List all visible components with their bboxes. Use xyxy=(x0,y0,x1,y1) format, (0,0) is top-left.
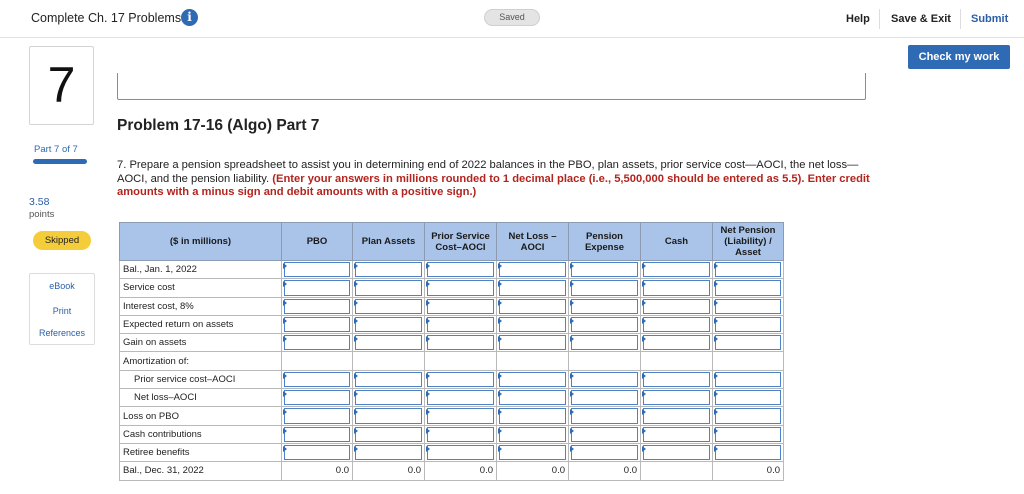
answer-input-cell[interactable] xyxy=(425,389,497,407)
answer-input-cell[interactable] xyxy=(353,261,425,279)
input-marker-icon xyxy=(498,281,502,287)
input-marker-icon xyxy=(283,446,287,452)
answer-input[interactable] xyxy=(284,445,350,460)
answer-input-cell[interactable] xyxy=(425,443,497,461)
input-marker-icon xyxy=(642,409,646,415)
answer-input[interactable] xyxy=(499,372,566,387)
column-header-amounts: ($ in millions) xyxy=(120,223,282,261)
input-marker-icon xyxy=(714,263,718,269)
answer-input-cell[interactable] xyxy=(569,279,641,297)
answer-input-cell[interactable] xyxy=(569,297,641,315)
answer-input[interactable] xyxy=(284,262,350,277)
answer-input[interactable] xyxy=(355,445,422,460)
input-marker-icon xyxy=(354,446,358,452)
input-marker-icon xyxy=(283,428,287,434)
answer-input[interactable] xyxy=(643,280,710,295)
input-marker-icon xyxy=(426,336,430,342)
answer-input[interactable] xyxy=(715,280,781,295)
input-marker-icon xyxy=(283,391,287,397)
answer-input-cell[interactable] xyxy=(282,315,353,333)
input-marker-icon xyxy=(283,281,287,287)
answer-input-cell[interactable] xyxy=(353,297,425,315)
pension-spreadsheet xyxy=(119,222,784,481)
answer-input-cell[interactable] xyxy=(353,315,425,333)
instructions xyxy=(117,159,877,200)
input-marker-icon xyxy=(714,336,718,342)
answer-input-cell[interactable] xyxy=(497,297,569,315)
answer-input-cell[interactable] xyxy=(282,389,353,407)
answer-input-cell[interactable] xyxy=(425,407,497,425)
input-marker-icon xyxy=(570,318,574,324)
answer-input-cell[interactable] xyxy=(497,279,569,297)
input-marker-icon xyxy=(426,409,430,415)
answer-input-cell[interactable] xyxy=(353,370,425,388)
answer-input[interactable] xyxy=(355,390,422,405)
input-marker-icon xyxy=(714,318,718,324)
instruction-text: 7. Prepare a pension spreadsheet to assist you in determining end of 2022 balances in the PBO, plan assets, prior service cost—AOCI, the net loss—AOCI, and the pension liability. xyxy=(117,159,859,185)
answer-input-cell[interactable] xyxy=(569,389,641,407)
input-marker-icon xyxy=(714,300,718,306)
answer-input[interactable] xyxy=(499,445,566,460)
answer-input-cell[interactable] xyxy=(641,297,713,315)
answer-input-cell[interactable] xyxy=(497,443,569,461)
input-marker-icon xyxy=(426,281,430,287)
input-marker-icon xyxy=(426,391,430,397)
input-marker-icon xyxy=(570,281,574,287)
answer-input-cell[interactable] xyxy=(282,443,353,461)
skipped-status-badge: Skipped xyxy=(33,231,91,250)
answer-input[interactable] xyxy=(427,317,494,332)
answer-input-cell[interactable] xyxy=(641,261,713,279)
answer-input-cell[interactable] xyxy=(713,261,784,279)
input-marker-icon xyxy=(642,281,646,287)
points-label: points xyxy=(29,209,55,220)
table-row xyxy=(120,297,784,315)
answer-input[interactable] xyxy=(715,390,781,405)
empty-cell xyxy=(569,352,641,370)
answer-input[interactable] xyxy=(643,445,710,460)
answer-input[interactable] xyxy=(571,262,638,277)
table-row xyxy=(120,279,784,297)
column-header: Net Pension (Liability) / Asset xyxy=(713,223,784,261)
answer-input-cell[interactable] xyxy=(641,279,713,297)
answer-input-cell[interactable] xyxy=(425,279,497,297)
answer-input[interactable] xyxy=(499,317,566,332)
answer-input[interactable] xyxy=(499,299,566,314)
column-header: Cash xyxy=(641,223,713,261)
answer-input-cell[interactable] xyxy=(569,334,641,352)
input-marker-icon xyxy=(714,446,718,452)
answer-input-cell[interactable] xyxy=(569,370,641,388)
answer-input[interactable] xyxy=(643,427,710,442)
total-value: 0.0 xyxy=(353,462,425,480)
submit-link[interactable]: Submit xyxy=(971,13,1009,25)
table-row xyxy=(120,370,784,388)
empty-cell xyxy=(713,352,784,370)
empty-cell xyxy=(282,352,353,370)
ebook-link[interactable]: eBook xyxy=(49,281,75,291)
input-marker-icon xyxy=(642,373,646,379)
input-marker-icon xyxy=(498,409,502,415)
input-marker-icon xyxy=(498,373,502,379)
empty-cell xyxy=(497,352,569,370)
column-header: Prior Service Cost–AOCI xyxy=(425,223,497,261)
answer-input[interactable] xyxy=(571,372,638,387)
answer-input[interactable] xyxy=(643,372,710,387)
row-label: Retiree benefits xyxy=(120,443,282,461)
total-value: 0.0 xyxy=(713,462,784,480)
input-marker-icon xyxy=(354,409,358,415)
answer-input[interactable] xyxy=(427,427,494,442)
answer-input[interactable] xyxy=(355,408,422,423)
input-marker-icon xyxy=(283,373,287,379)
answer-input[interactable] xyxy=(284,280,350,295)
divider xyxy=(879,9,880,29)
resources-panel xyxy=(29,273,95,345)
answer-input-cell[interactable] xyxy=(282,261,353,279)
input-marker-icon xyxy=(570,391,574,397)
answer-input[interactable] xyxy=(499,280,566,295)
row-label: Interest cost, 8% xyxy=(120,297,282,315)
answer-input[interactable] xyxy=(643,390,710,405)
answer-input[interactable] xyxy=(499,408,566,423)
answer-input-cell[interactable] xyxy=(497,261,569,279)
answer-input-cell[interactable] xyxy=(641,315,713,333)
input-marker-icon xyxy=(498,318,502,324)
answer-input-cell[interactable] xyxy=(282,407,353,425)
answer-input[interactable] xyxy=(284,427,350,442)
answer-input[interactable] xyxy=(571,445,638,460)
header-row xyxy=(120,223,784,261)
total-value: 0.0 xyxy=(569,462,641,480)
answer-input-cell[interactable] xyxy=(425,315,497,333)
answer-input[interactable] xyxy=(355,280,422,295)
input-marker-icon xyxy=(426,446,430,452)
answer-input[interactable] xyxy=(427,262,494,277)
answer-input-cell[interactable] xyxy=(353,334,425,352)
total-row-label: Bal., Dec. 31, 2022 xyxy=(120,462,282,480)
row-label: Amortization of: xyxy=(120,352,282,370)
answer-input[interactable] xyxy=(284,335,350,350)
total-value: 0.0 xyxy=(282,462,353,480)
answer-input[interactable] xyxy=(284,408,350,423)
answer-input[interactable] xyxy=(715,445,781,460)
answer-input[interactable] xyxy=(715,317,781,332)
input-marker-icon xyxy=(570,446,574,452)
input-marker-icon xyxy=(498,428,502,434)
answer-input[interactable] xyxy=(355,335,422,350)
input-marker-icon xyxy=(714,409,718,415)
answer-input-cell[interactable] xyxy=(713,297,784,315)
answer-input[interactable] xyxy=(571,317,638,332)
table-row xyxy=(120,334,784,352)
answer-input-cell[interactable] xyxy=(713,334,784,352)
answer-input-cell[interactable] xyxy=(641,407,713,425)
answer-input-cell[interactable] xyxy=(497,425,569,443)
answer-input[interactable] xyxy=(499,390,566,405)
answer-input-cell[interactable] xyxy=(641,425,713,443)
input-marker-icon xyxy=(354,318,358,324)
answer-input-cell[interactable] xyxy=(569,443,641,461)
answer-input-cell[interactable] xyxy=(569,407,641,425)
row-label: Bal., Jan. 1, 2022 xyxy=(120,261,282,279)
answer-input[interactable] xyxy=(355,262,422,277)
answer-input-cell[interactable] xyxy=(713,425,784,443)
input-marker-icon xyxy=(714,428,718,434)
problem-title: Problem 17-16 (Algo) Part 7 xyxy=(117,117,320,134)
answer-input[interactable] xyxy=(427,445,494,460)
answer-input-cell[interactable] xyxy=(497,370,569,388)
input-marker-icon xyxy=(714,281,718,287)
row-label: Expected return on assets xyxy=(120,315,282,333)
input-marker-icon xyxy=(642,300,646,306)
question-number: 7 xyxy=(29,46,94,125)
answer-input-cell[interactable] xyxy=(353,407,425,425)
answer-input-cell[interactable] xyxy=(713,370,784,388)
answer-input-cell[interactable] xyxy=(713,443,784,461)
input-marker-icon xyxy=(642,318,646,324)
input-marker-icon xyxy=(426,318,430,324)
print-link[interactable]: Print xyxy=(52,306,72,316)
save-exit-link[interactable]: Save & Exit xyxy=(891,13,951,25)
answer-input[interactable] xyxy=(355,299,422,314)
column-header: Plan Assets xyxy=(353,223,425,261)
input-marker-icon xyxy=(426,428,430,434)
answer-input[interactable] xyxy=(427,280,494,295)
table-row xyxy=(120,315,784,333)
input-marker-icon xyxy=(570,373,574,379)
input-marker-icon xyxy=(642,446,646,452)
total-value: 0.0 xyxy=(497,462,569,480)
answer-input-cell[interactable] xyxy=(497,315,569,333)
answer-input[interactable] xyxy=(355,372,422,387)
column-header: Pension Expense xyxy=(569,223,641,261)
input-marker-icon xyxy=(354,300,358,306)
input-marker-icon xyxy=(426,263,430,269)
answer-input-cell[interactable] xyxy=(425,297,497,315)
input-marker-icon xyxy=(498,300,502,306)
answer-input-cell[interactable] xyxy=(641,334,713,352)
total-value: 0.0 xyxy=(425,462,497,480)
answer-input-cell[interactable] xyxy=(713,407,784,425)
input-marker-icon xyxy=(642,391,646,397)
answer-input[interactable] xyxy=(499,262,566,277)
row-label: Service cost xyxy=(120,279,282,297)
answer-input[interactable] xyxy=(284,390,350,405)
input-marker-icon xyxy=(426,373,430,379)
answer-input[interactable] xyxy=(284,317,350,332)
previous-part-box xyxy=(117,73,866,100)
input-marker-icon xyxy=(570,336,574,342)
input-marker-icon xyxy=(283,336,287,342)
instruction-note: (Enter your answers in millions rounded to 1 decimal place (i.e., 5,500,000 should be entered as 5.5). Enter credit amounts with a minus sign and debit amounts with a positive sign.) xyxy=(117,172,870,199)
answer-input[interactable] xyxy=(571,390,638,405)
answer-input-cell[interactable] xyxy=(713,315,784,333)
answer-input-cell[interactable] xyxy=(425,425,497,443)
part-progress-bar xyxy=(33,159,87,164)
input-marker-icon xyxy=(570,428,574,434)
answer-input[interactable] xyxy=(571,427,638,442)
answer-input[interactable] xyxy=(643,262,710,277)
input-marker-icon xyxy=(354,281,358,287)
empty-cell xyxy=(353,352,425,370)
answer-input[interactable] xyxy=(355,427,422,442)
answer-input-cell[interactable] xyxy=(425,261,497,279)
answer-input-cell[interactable] xyxy=(569,425,641,443)
divider xyxy=(960,9,961,29)
answer-input-cell[interactable] xyxy=(282,425,353,443)
answer-input[interactable] xyxy=(715,262,781,277)
answer-input[interactable] xyxy=(427,390,494,405)
answer-input[interactable] xyxy=(643,299,710,314)
input-marker-icon xyxy=(642,428,646,434)
answer-input[interactable] xyxy=(715,335,781,350)
help-link[interactable]: Help xyxy=(846,13,870,25)
answer-input[interactable] xyxy=(643,335,710,350)
input-marker-icon xyxy=(498,336,502,342)
input-marker-icon xyxy=(283,409,287,415)
answer-input[interactable] xyxy=(427,335,494,350)
row-label: Loss on PBO xyxy=(120,407,282,425)
input-marker-icon xyxy=(354,391,358,397)
column-header: PBO xyxy=(282,223,353,261)
assignment-title: Complete Ch. 17 Problems xyxy=(31,11,182,25)
row-label: Cash contributions xyxy=(120,425,282,443)
answer-input-cell[interactable] xyxy=(282,279,353,297)
answer-input-cell[interactable] xyxy=(353,279,425,297)
answer-input[interactable] xyxy=(284,299,350,314)
saved-status-badge: Saved xyxy=(484,9,540,26)
answer-input-cell[interactable] xyxy=(569,315,641,333)
answer-input[interactable] xyxy=(643,317,710,332)
row-label: Net loss–AOCI xyxy=(120,389,282,407)
points-value: 3.58 xyxy=(29,196,50,208)
answer-input-cell[interactable] xyxy=(713,279,784,297)
answer-input-cell[interactable] xyxy=(497,389,569,407)
input-marker-icon xyxy=(283,300,287,306)
answer-input[interactable] xyxy=(643,408,710,423)
answer-input-cell[interactable] xyxy=(497,407,569,425)
answer-input-cell[interactable] xyxy=(353,443,425,461)
answer-input-cell[interactable] xyxy=(353,389,425,407)
answer-input-cell[interactable] xyxy=(641,370,713,388)
input-marker-icon xyxy=(714,373,718,379)
answer-input-cell[interactable] xyxy=(713,389,784,407)
answer-input[interactable] xyxy=(427,372,494,387)
total-row xyxy=(120,462,784,480)
answer-input[interactable] xyxy=(499,427,566,442)
input-marker-icon xyxy=(354,373,358,379)
table-row xyxy=(120,261,784,279)
total-value xyxy=(641,462,713,480)
input-marker-icon xyxy=(642,336,646,342)
table-row xyxy=(120,352,784,370)
table-row xyxy=(120,407,784,425)
answer-input-cell[interactable] xyxy=(353,425,425,443)
input-marker-icon xyxy=(426,300,430,306)
answer-input-cell[interactable] xyxy=(282,370,353,388)
answer-input[interactable] xyxy=(571,299,638,314)
answer-input[interactable] xyxy=(427,408,494,423)
answer-input[interactable] xyxy=(284,372,350,387)
answer-input-cell[interactable] xyxy=(425,334,497,352)
info-icon[interactable]: i xyxy=(181,9,198,26)
input-marker-icon xyxy=(498,446,502,452)
answer-input-cell[interactable] xyxy=(497,334,569,352)
answer-input-cell[interactable] xyxy=(282,334,353,352)
empty-cell xyxy=(425,352,497,370)
answer-input[interactable] xyxy=(427,299,494,314)
answer-input[interactable] xyxy=(571,335,638,350)
input-marker-icon xyxy=(498,391,502,397)
input-marker-icon xyxy=(570,300,574,306)
answer-input-cell[interactable] xyxy=(282,297,353,315)
table-row xyxy=(120,443,784,461)
input-marker-icon xyxy=(642,263,646,269)
answer-input[interactable] xyxy=(715,299,781,314)
table-row xyxy=(120,389,784,407)
input-marker-icon xyxy=(570,263,574,269)
answer-input[interactable] xyxy=(355,317,422,332)
column-header: Net Loss –AOCI xyxy=(497,223,569,261)
row-label: Gain on assets xyxy=(120,334,282,352)
input-marker-icon xyxy=(283,318,287,324)
input-marker-icon xyxy=(283,263,287,269)
check-my-work-button[interactable]: Check my work xyxy=(908,45,1010,69)
input-marker-icon xyxy=(714,391,718,397)
row-label: Prior service cost–AOCI xyxy=(120,370,282,388)
answer-input-cell[interactable] xyxy=(641,443,713,461)
input-marker-icon xyxy=(570,409,574,415)
answer-input-cell[interactable] xyxy=(641,389,713,407)
answer-input[interactable] xyxy=(499,335,566,350)
answer-input[interactable] xyxy=(571,408,638,423)
answer-input-cell[interactable] xyxy=(569,261,641,279)
empty-cell xyxy=(641,352,713,370)
references-link[interactable]: References xyxy=(38,328,86,338)
input-marker-icon xyxy=(354,263,358,269)
input-marker-icon xyxy=(354,336,358,342)
answer-input[interactable] xyxy=(715,427,781,442)
answer-input-cell[interactable] xyxy=(425,370,497,388)
part-label: Part 7 of 7 xyxy=(34,144,78,155)
input-marker-icon xyxy=(354,428,358,434)
answer-input[interactable] xyxy=(715,408,781,423)
answer-input[interactable] xyxy=(571,280,638,295)
input-marker-icon xyxy=(498,263,502,269)
answer-input[interactable] xyxy=(715,372,781,387)
table-row xyxy=(120,425,784,443)
top-bar xyxy=(0,0,1024,38)
